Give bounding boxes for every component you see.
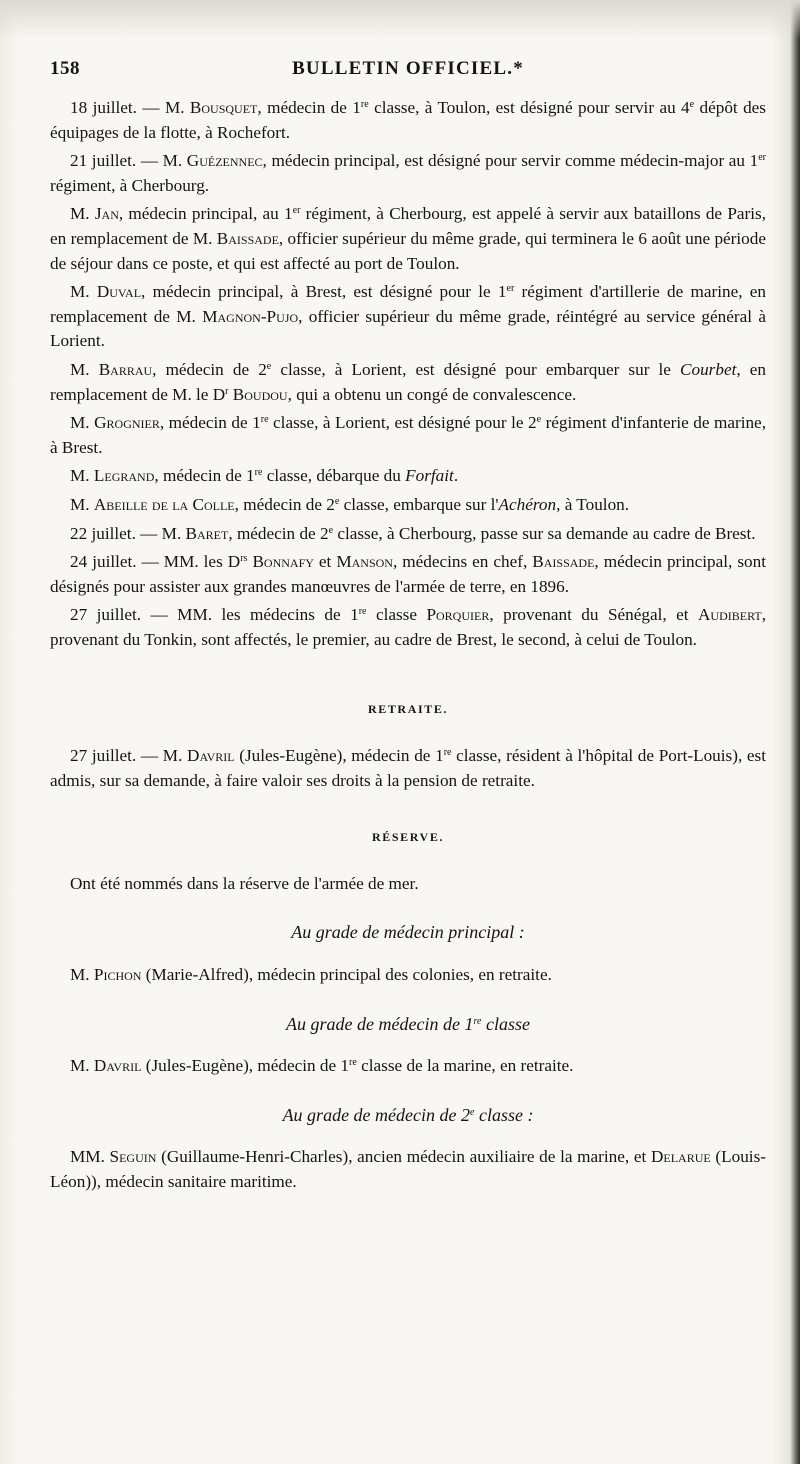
superscript: re bbox=[360, 99, 369, 110]
text-run: classe, à Lorient, est désigné pour le 2 bbox=[268, 413, 537, 433]
text-run: , médecin principal, est désigné pour servir comme médecin-major au 1 bbox=[262, 151, 759, 171]
person-name: Delarue bbox=[650, 1147, 711, 1167]
person-name: Bousquet bbox=[189, 98, 258, 117]
superscript: er bbox=[758, 152, 766, 164]
text-run: (Guillaume-Henri-Charles), ancien médecin auxiliaire de la marine, et bbox=[156, 1147, 651, 1167]
page-top-shadow bbox=[0, 0, 800, 40]
person-name: Baret bbox=[185, 523, 229, 543]
text-run: dépôt des équipages de la flotte, à Rochefort. bbox=[50, 98, 766, 142]
reserve-entry bbox=[50, 1145, 766, 1194]
text-run: . bbox=[453, 466, 459, 486]
person-name: Magnon-Pujo bbox=[202, 306, 299, 326]
person-name: Bonnafy bbox=[252, 552, 314, 572]
text-run: régiment d'artillerie de marine, en remplacement de M. bbox=[50, 282, 767, 326]
person-name: Boudou bbox=[232, 384, 288, 404]
text-run: , médecin de 2 bbox=[152, 359, 267, 379]
page-number: 158 bbox=[50, 58, 80, 79]
superscript: e bbox=[689, 99, 695, 110]
text-run: , officier supérieur du même grade, qui terminera le 6 août une période de séjour dans ce poste, et qui est affecté au port de Toulon. bbox=[50, 228, 766, 273]
superscript: e bbox=[266, 360, 272, 372]
entry-paragraph bbox=[50, 358, 766, 407]
text-run: , provenant du Sénégal, et bbox=[489, 605, 698, 625]
person-name: Jan bbox=[94, 204, 119, 224]
person-name: Davril bbox=[93, 1056, 142, 1076]
text-run: M. bbox=[70, 1056, 94, 1076]
entry-paragraph bbox=[50, 522, 766, 547]
superscript: r bbox=[225, 385, 229, 397]
text-run: classe, à Cherbourg, passe sur sa demande au cadre de Brest. bbox=[333, 523, 756, 543]
text-run: , officier supérieur du même grade, réintégré au service général à Lorient. bbox=[50, 306, 766, 351]
text-run: régiment, à Cherbourg. bbox=[50, 175, 210, 195]
reserve-intro: Ont été nommés dans la réserve de l'armée de mer. bbox=[70, 873, 419, 893]
text-run: classe bbox=[481, 1013, 530, 1034]
superscript: re bbox=[473, 1015, 482, 1027]
person-name: Baissade bbox=[532, 552, 595, 572]
text-run: , médecin de 2 bbox=[228, 523, 329, 543]
entry-paragraph bbox=[50, 202, 766, 276]
person-name: Audibert bbox=[698, 605, 762, 625]
text-run: (Jules-Eugène), médecin de 1 bbox=[141, 1056, 350, 1076]
text-run: 18 juillet. — M. bbox=[70, 98, 190, 117]
person-name: Grognier bbox=[94, 413, 160, 433]
superscript: e bbox=[536, 414, 542, 426]
section-title-retraite: RETRAITE. bbox=[367, 702, 449, 717]
text-run: M. bbox=[70, 359, 99, 379]
person-name: Legrand bbox=[93, 466, 155, 486]
person-name: Porquier bbox=[426, 605, 490, 625]
entry-paragraph bbox=[50, 464, 766, 489]
text-run: , médecin principal, à Brest, est désigné pour le 1 bbox=[141, 282, 507, 302]
person-name: Barrau bbox=[98, 359, 153, 379]
text-run: 27 juillet. — MM. les médecins de 1 bbox=[70, 605, 359, 625]
text-run: 22 juillet. — M. bbox=[70, 523, 186, 543]
text-run: (Marie-Alfred), médecin principal des colonies, en retraite. bbox=[141, 965, 552, 985]
text-run: 27 juillet. — M. bbox=[70, 746, 188, 766]
italic-text: Achéron bbox=[498, 494, 557, 514]
text-run: Au grade de médecin principal : bbox=[291, 922, 525, 943]
text-run: classe de la marine, en retraite. bbox=[356, 1056, 574, 1076]
superscript: e bbox=[470, 1106, 475, 1118]
text-run: , médecins en chef, bbox=[392, 552, 533, 572]
text-run: classe, débarque du bbox=[262, 466, 406, 486]
text-run: , qui a obtenu un congé de convalescence. bbox=[287, 384, 577, 404]
entry-paragraph bbox=[50, 603, 766, 652]
italic-text: Forfait bbox=[405, 466, 454, 486]
grade-heading bbox=[50, 1103, 766, 1128]
text-run: classe bbox=[366, 605, 427, 625]
text-run: classe, à Toulon, est désigné pour servir au 4 bbox=[368, 98, 690, 117]
text-run: Au grade de médecin de 1 bbox=[286, 1013, 474, 1034]
superscript: re bbox=[443, 747, 452, 759]
text-run: , médecin principal, au 1 bbox=[118, 204, 293, 224]
superscript: er bbox=[506, 283, 515, 295]
text-run: M. bbox=[70, 204, 95, 224]
person-name: Abeille de la Colle bbox=[93, 494, 235, 514]
superscript: re bbox=[349, 1057, 357, 1069]
reserve-entry bbox=[50, 1054, 766, 1079]
text-run: , en remplacement de M. le D bbox=[50, 359, 766, 404]
text-run: , à Toulon. bbox=[556, 494, 630, 514]
section-title-reserve: RÉSERVE. bbox=[371, 830, 445, 845]
entry-paragraph bbox=[50, 149, 766, 198]
text-run: classe, embarque sur l' bbox=[339, 494, 499, 514]
entry-paragraph bbox=[50, 96, 766, 145]
superscript: re bbox=[358, 606, 367, 618]
text-run: régiment, à Cherbourg, est appelé à servir aux bataillons de Paris, en remplacement de M. bbox=[50, 204, 766, 248]
entry-paragraph bbox=[50, 411, 766, 460]
text-run: 21 juillet. — M. bbox=[70, 151, 187, 171]
entry-paragraph bbox=[50, 550, 766, 599]
text-run: , médecin de 1 bbox=[159, 413, 261, 433]
superscript: e bbox=[328, 524, 334, 536]
superscript: re bbox=[254, 467, 263, 479]
person-name: Seguin bbox=[109, 1147, 157, 1167]
text-run: M. bbox=[70, 282, 97, 302]
text-run: M. bbox=[70, 965, 94, 985]
text-run: classe, résident à l'hôpital de Port-Louis), est admis, sur sa demande, à faire valoir ses droits à la pension de retraite. bbox=[50, 746, 767, 790]
text-run: , médecin de 1 bbox=[257, 98, 361, 117]
text-run: , médecin de 2 bbox=[234, 494, 335, 514]
text-run: (Louis-Léon)), médecin sanitaire maritime. bbox=[50, 1147, 766, 1191]
page-header bbox=[50, 58, 766, 86]
entry-paragraph bbox=[50, 280, 766, 354]
person-name: Pichon bbox=[93, 965, 142, 985]
text-run: , médecin principal, sont désignés pour assister aux grandes manœuvres de l'armée de terre, en 1896. bbox=[50, 552, 766, 596]
superscript: re bbox=[260, 414, 269, 426]
text-run: MM. bbox=[70, 1147, 110, 1167]
text-run: , médecin de 1 bbox=[154, 466, 255, 486]
person-name: Manson bbox=[336, 552, 393, 572]
reserve-entry bbox=[50, 963, 766, 988]
person-name: Duval bbox=[96, 282, 142, 302]
text-run: régiment d'infanterie de marine, à Brest. bbox=[50, 413, 766, 457]
document-body bbox=[50, 96, 766, 1199]
retraite-entry bbox=[50, 744, 766, 793]
person-name: Davril bbox=[187, 746, 235, 766]
text-run: Au grade de médecin de 2 bbox=[282, 1104, 470, 1125]
text-run: M. bbox=[70, 494, 94, 514]
superscript: rs bbox=[240, 553, 248, 565]
superscript: e bbox=[334, 495, 340, 507]
text-run: classe, à Lorient, est désigné pour embarquer sur le bbox=[271, 359, 681, 379]
text-run: M. bbox=[70, 413, 95, 433]
text-run: et bbox=[313, 552, 337, 572]
grade-heading bbox=[50, 1012, 766, 1037]
person-name: Baissade bbox=[216, 228, 279, 248]
text-run: 24 juillet. — MM. les D bbox=[70, 552, 241, 572]
entry-paragraph bbox=[50, 493, 766, 518]
grade-heading bbox=[50, 920, 766, 945]
text-run: M. bbox=[70, 466, 94, 486]
italic-text: Courbet bbox=[680, 359, 737, 379]
running-title: BULLETIN OFFICIEL.* bbox=[292, 58, 524, 79]
text-run: (Jules-Eugène), médecin de 1 bbox=[234, 746, 444, 766]
person-name: Guézennec bbox=[186, 151, 263, 171]
text-run: classe : bbox=[474, 1104, 534, 1125]
text-run: , provenant du Tonkin, sont affectés, le premier, au cadre de Brest, le second, à celui de Toulon. bbox=[50, 605, 766, 649]
superscript: er bbox=[292, 205, 301, 217]
